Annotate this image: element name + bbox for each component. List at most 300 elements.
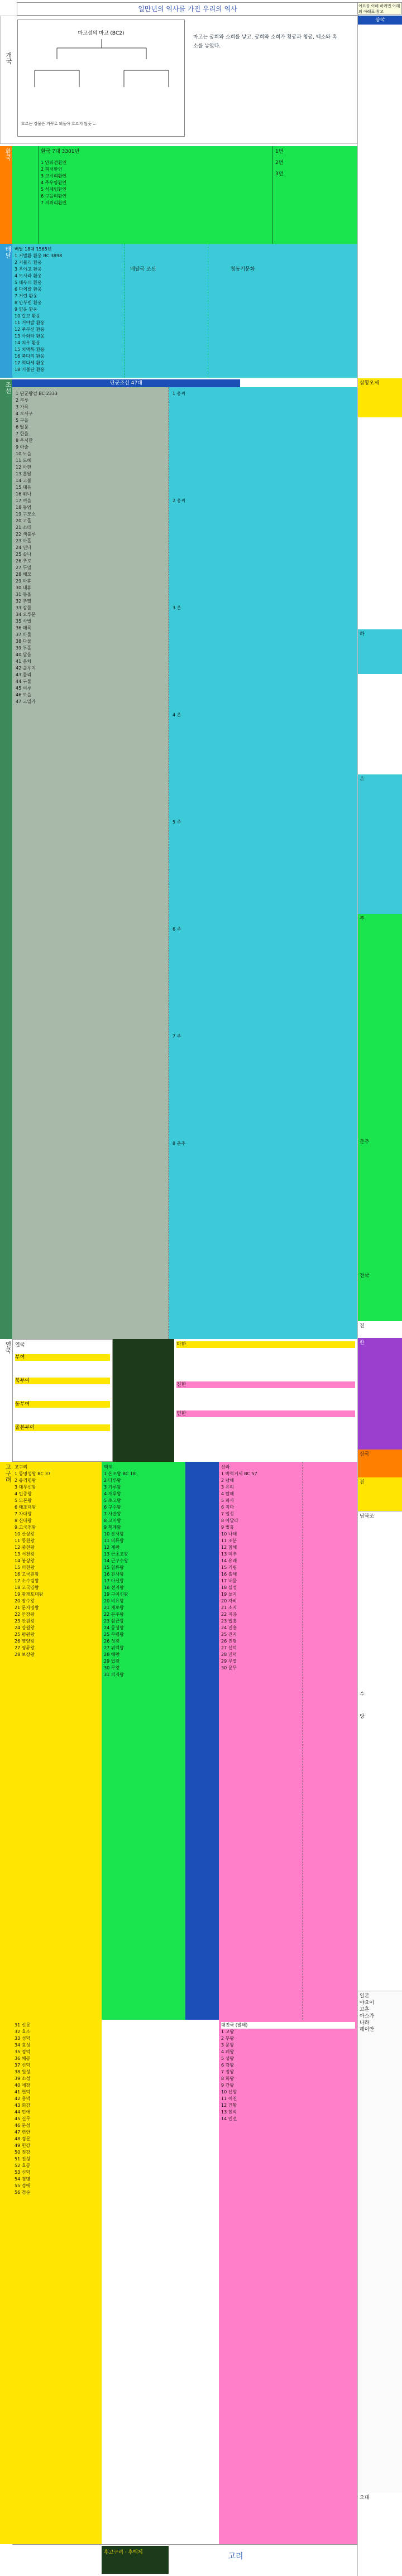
list-item: 13 미추 bbox=[221, 1552, 237, 1557]
list-item: 21 개로왕 bbox=[104, 1605, 124, 1610]
list-item: 25 솔나 bbox=[16, 552, 32, 557]
list-item: 17 여을 bbox=[16, 498, 32, 503]
list-item: 9 간왕 bbox=[221, 2083, 234, 2088]
list-item: 은 bbox=[360, 777, 365, 782]
ns-middle bbox=[102, 2020, 219, 2544]
list-item: 13 서천왕 bbox=[15, 1552, 35, 1557]
list-item: 13 현석 bbox=[221, 2110, 237, 2115]
list-item: 4 오사구 bbox=[16, 411, 33, 416]
list-item: 12 중천왕 bbox=[15, 1545, 35, 1550]
list-item: 34 오루문 bbox=[16, 612, 36, 617]
huanguk-right-col bbox=[272, 146, 357, 244]
list-item: 헤이안 bbox=[360, 2027, 375, 2033]
list-item: 33 감물 bbox=[16, 605, 32, 610]
list-item: 4 탈해 bbox=[221, 1491, 234, 1496]
list-item: 1 웅씨 bbox=[173, 391, 186, 396]
list-item: 6 지마 bbox=[221, 1505, 234, 1510]
list-item: 5 모본왕 bbox=[15, 1498, 32, 1503]
section-label-huanguk: 환국 bbox=[0, 146, 12, 244]
list-item: 10 산상왕 bbox=[15, 1532, 35, 1537]
list-item: 22 문주왕 bbox=[104, 1612, 124, 1617]
list-item: 5 파사 bbox=[221, 1498, 234, 1503]
list-item: 20 비유왕 bbox=[104, 1598, 124, 1604]
list-item: 3 은 bbox=[173, 605, 181, 610]
list-item: 4 은 bbox=[173, 712, 181, 718]
list-item: 북부여 bbox=[15, 1378, 110, 1384]
baedal-table bbox=[12, 244, 124, 378]
list-item: 3 문왕 bbox=[221, 2043, 234, 2048]
list-item: 당 bbox=[360, 1714, 365, 1720]
silla-column bbox=[219, 1462, 303, 2020]
goryeo-band bbox=[12, 2544, 357, 2576]
intro-tree bbox=[17, 20, 185, 137]
list-item: 52 효공 bbox=[15, 2163, 31, 2168]
list-item: 23 삼근왕 bbox=[104, 1619, 124, 1624]
balhae-column bbox=[219, 2020, 357, 2544]
list-item: 23 법흥 bbox=[221, 1619, 237, 1624]
china-warring bbox=[358, 1271, 402, 1321]
baedal-right bbox=[208, 244, 357, 378]
list-item: 19 구이신왕 bbox=[104, 1592, 128, 1597]
list-item: 24 진흥 bbox=[221, 1625, 237, 1630]
baekje-column bbox=[102, 1462, 185, 2020]
list-item: 15 기림 bbox=[221, 1565, 237, 1570]
list-item: 수 bbox=[360, 1692, 365, 1697]
gaya-column bbox=[185, 1462, 219, 2020]
list-item: 38 원성 bbox=[15, 2069, 31, 2074]
list-item: 31 등올 bbox=[16, 592, 32, 597]
list-item: 졸본부여 bbox=[15, 1424, 110, 1431]
huanguk-rows bbox=[39, 157, 272, 209]
list-item: 29 마휴 bbox=[16, 579, 32, 584]
list-item: 12 계왕 bbox=[104, 1545, 120, 1550]
list-item: 1 단군왕검 BC 2333 bbox=[16, 391, 58, 396]
list-item: 25 진지 bbox=[221, 1632, 237, 1637]
list-item: 11 동천왕 bbox=[15, 1538, 35, 1543]
list-item: 9 양운 환웅 bbox=[15, 307, 38, 312]
list-item: 4 민중왕 bbox=[15, 1491, 32, 1496]
list-item: 1 박혁거세 BC 57 bbox=[221, 1471, 257, 1476]
list-item: 나라 bbox=[360, 2020, 370, 2026]
list-item: 부여 bbox=[15, 1354, 110, 1361]
list-item: 변한 bbox=[176, 1410, 355, 1417]
list-item: 45 여루 bbox=[16, 686, 32, 691]
list-item: 12 주무신 환웅 bbox=[15, 327, 45, 332]
list-item: 3 고시리환인 bbox=[41, 174, 67, 179]
joseon-right-rows bbox=[169, 387, 357, 1339]
list-item: 9 벌휴 bbox=[221, 1525, 234, 1530]
list-item: 28 보장왕 bbox=[15, 1652, 35, 1657]
list-item: 15 침류왕 bbox=[104, 1565, 124, 1570]
list-item: 1 온조왕 BC 18 bbox=[104, 1471, 136, 1476]
list-item: 41 음차 bbox=[16, 659, 32, 664]
list-item: 27 위덕왕 bbox=[104, 1645, 124, 1650]
list-item: 30 문무 bbox=[221, 1665, 237, 1670]
list-item: 35 경덕 bbox=[15, 2049, 31, 2054]
list-item: 4 주우양환인 bbox=[41, 180, 67, 185]
intro-section bbox=[0, 16, 357, 144]
goguryeo-column bbox=[12, 1462, 102, 2020]
joseon-rows bbox=[12, 387, 169, 1339]
list-item: 16 위나 bbox=[16, 492, 32, 497]
list-item: 51 진성 bbox=[15, 2156, 31, 2161]
list-item: 야요이 bbox=[360, 2000, 375, 2006]
list-item: 19 구모소 bbox=[16, 512, 36, 517]
list-item: 7 정왕 bbox=[221, 2069, 234, 2074]
list-item: 12 아한 bbox=[16, 465, 32, 470]
list-item: 14 봉상왕 bbox=[15, 1558, 35, 1563]
list-item: 15 대음 bbox=[16, 485, 32, 490]
list-item: 11 조분 bbox=[221, 1538, 237, 1543]
list-item: 7 차대왕 bbox=[15, 1511, 32, 1516]
three-kingdoms-right bbox=[303, 1462, 357, 2020]
list-item: 35 사벌 bbox=[16, 619, 32, 624]
china-jin bbox=[358, 1477, 402, 1511]
list-item: 3 우야고 환웅 bbox=[15, 267, 42, 272]
list-item: 5 구을 bbox=[16, 418, 29, 423]
list-item: 10 노을 bbox=[16, 451, 32, 456]
list-item: 26 영양왕 bbox=[15, 1639, 35, 1644]
list-item: 9 아술 bbox=[16, 445, 29, 450]
list-item: 2번 bbox=[275, 160, 284, 166]
baedal-right-label: 청동기문화 bbox=[231, 267, 255, 272]
list-item: 30 내휴 bbox=[16, 585, 32, 590]
list-item: 55 경애 bbox=[15, 2183, 31, 2188]
list-item: 14 치우 환웅 bbox=[15, 340, 41, 345]
list-item: 19 눌지 bbox=[221, 1592, 237, 1597]
list-item: 전국 bbox=[360, 1273, 370, 1279]
list-item: 27 선덕 bbox=[221, 1645, 237, 1650]
list-item: 22 색불루 bbox=[16, 532, 36, 537]
goryeo-sub: 후고구려 · 후백제 bbox=[102, 2546, 169, 2574]
list-item: 10 선왕 bbox=[221, 2089, 237, 2094]
list-item: 삼국 bbox=[360, 1452, 370, 1457]
list-item: 14 근구수왕 bbox=[104, 1558, 128, 1563]
list-item: 18 거불단 환웅 bbox=[15, 367, 45, 372]
list-item: 6 구을리환인 bbox=[41, 194, 67, 199]
list-item: 44 민애 bbox=[15, 2110, 31, 2115]
list-item: 44 구물 bbox=[16, 679, 32, 684]
list-item: 5 초고왕 bbox=[104, 1498, 121, 1503]
list-item: 49 헌강 bbox=[15, 2143, 31, 2148]
tree-title: 마고성의 마고 (BC2) bbox=[78, 31, 125, 36]
china-nanbei bbox=[358, 1511, 402, 1622]
list-item: 50 정강 bbox=[15, 2150, 31, 2155]
list-item: 2 유리명왕 bbox=[15, 1478, 36, 1483]
silla-header: 신라 bbox=[221, 1465, 230, 1470]
list-item: 1 동명성왕 BC 37 bbox=[15, 1471, 51, 1476]
unified-silla-column bbox=[12, 2020, 102, 2544]
list-item: 16 축다리 환웅 bbox=[15, 354, 45, 359]
page-title: 일만년의 역사를 가진 우리의 역사 bbox=[17, 2, 358, 16]
list-item: 6 다의발 환웅 bbox=[15, 287, 42, 292]
list-item: 2 다루왕 bbox=[104, 1478, 121, 1483]
huanguk-col-left bbox=[12, 146, 38, 244]
list-item: 춘추 bbox=[360, 1139, 370, 1145]
list-item: 43 희강 bbox=[15, 2103, 31, 2108]
list-item: 20 고홀 bbox=[16, 518, 32, 523]
list-item: 진 bbox=[360, 1480, 365, 1485]
list-item: 25 무령왕 bbox=[104, 1632, 124, 1637]
list-item: 17 소수림왕 bbox=[15, 1578, 39, 1583]
china-shang bbox=[358, 774, 402, 914]
section-label-baedal: 배달 bbox=[0, 244, 12, 378]
list-item: 46 보을 bbox=[16, 692, 32, 697]
list-item: 39 소성 bbox=[15, 2076, 31, 2081]
list-item: 42 흥덕 bbox=[15, 2096, 31, 2101]
baekje-header: 백제 bbox=[104, 1465, 113, 1470]
list-item: 18 실성 bbox=[221, 1585, 237, 1590]
list-item: 3번 bbox=[275, 171, 284, 177]
list-item: 18 고국양왕 bbox=[15, 1585, 39, 1590]
china-ancient bbox=[358, 378, 402, 417]
section-label-goguryeo: 고구려 bbox=[0, 1462, 12, 2020]
list-item: 2 무왕 bbox=[221, 2036, 234, 2041]
list-item: 7 사반왕 bbox=[104, 1511, 121, 1516]
yeolguk-left bbox=[12, 1339, 113, 1462]
joseon-title-band bbox=[12, 379, 240, 387]
tree-lines bbox=[18, 37, 185, 121]
list-item: 6 강왕 bbox=[221, 2063, 234, 2068]
huanguk-table bbox=[38, 146, 272, 244]
section-label-intro: 개국 bbox=[1, 50, 13, 117]
list-item: 21 문자명왕 bbox=[15, 1605, 39, 1610]
list-item: 40 애장 bbox=[15, 2083, 31, 2088]
china-chunqiu bbox=[358, 1137, 402, 1271]
list-item: 20 장수왕 bbox=[15, 1598, 35, 1604]
list-item: 1 안파견환인 bbox=[41, 160, 67, 165]
list-item: 28 혜왕 bbox=[104, 1652, 120, 1657]
list-item: 25 평원왕 bbox=[15, 1632, 35, 1637]
right-sidebar bbox=[357, 16, 402, 2576]
list-item: 24 양원왕 bbox=[15, 1625, 35, 1630]
list-item: 45 신무 bbox=[15, 2116, 31, 2121]
list-item: 3 유리 bbox=[221, 1485, 234, 1490]
list-item: 아스카 bbox=[360, 2014, 375, 2019]
list-item: 11 도해 bbox=[16, 458, 32, 463]
china-header: 중국 bbox=[358, 16, 402, 25]
list-item: 3 대무신왕 bbox=[15, 1485, 36, 1490]
list-item: 1 거발환 환웅 BC 3898 bbox=[15, 253, 63, 258]
list-item: 17 혁다세 환웅 bbox=[15, 360, 45, 365]
list-item: 6 태조대왕 bbox=[15, 1505, 36, 1510]
list-item: 26 진평 bbox=[221, 1639, 237, 1644]
list-item: 동부여 bbox=[15, 1401, 110, 1408]
list-item: 마한 bbox=[176, 1341, 355, 1348]
list-item: 13 흘달 bbox=[16, 471, 32, 476]
list-item: 4 모사라 환웅 bbox=[15, 273, 42, 278]
list-item: 12 건황 bbox=[221, 2103, 237, 2108]
list-item: 7 거련 환웅 bbox=[15, 293, 38, 298]
list-item: 56 경순 bbox=[15, 2190, 31, 2195]
list-item: 20 자비 bbox=[221, 1598, 237, 1604]
list-item: 진 bbox=[360, 1323, 365, 1329]
list-item: 54 경명 bbox=[15, 2177, 31, 2182]
list-item: 8 우서한 bbox=[16, 438, 33, 443]
list-item: 2 부루 bbox=[16, 398, 29, 403]
list-item: 고훈 bbox=[360, 2007, 370, 2012]
list-item: 30 무왕 bbox=[104, 1665, 120, 1670]
list-item: 1 고왕 bbox=[221, 2029, 234, 2034]
balhae-header: 대진국 (발해) bbox=[221, 2022, 355, 2029]
list-item: 4 폐왕 bbox=[221, 2049, 234, 2054]
list-item: 9 책계왕 bbox=[104, 1525, 121, 1530]
list-item: 2 혁서환인 bbox=[41, 167, 63, 172]
yeolguk-section bbox=[0, 1339, 357, 1462]
list-item: 7 한율 bbox=[16, 431, 29, 436]
list-item: 24 연나 bbox=[16, 545, 32, 550]
list-item: 46 문성 bbox=[15, 2123, 31, 2128]
list-item: 주 bbox=[360, 916, 365, 922]
list-item: 32 효소 bbox=[15, 2029, 31, 2034]
list-item: 10 나해 bbox=[221, 1532, 237, 1537]
list-item: 1번 bbox=[275, 149, 284, 155]
list-item: 3 가륵 bbox=[16, 405, 29, 410]
list-item: 37 선덕 bbox=[15, 2063, 31, 2068]
list-item: 26 추로 bbox=[16, 558, 32, 564]
list-item: 37 마물 bbox=[16, 632, 32, 637]
yeolguk-right bbox=[174, 1339, 357, 1462]
list-item: 53 신덕 bbox=[15, 2170, 31, 2175]
list-item: 16 흘해 bbox=[221, 1572, 237, 1577]
north-south-section bbox=[0, 2020, 357, 2544]
goguryeo-header: 고구려 bbox=[15, 1465, 28, 1470]
list-item: 11 이진 bbox=[221, 2096, 237, 2101]
list-item: 7 주 bbox=[173, 1034, 181, 1039]
list-item: 4 개루왕 bbox=[104, 1491, 121, 1496]
list-item: 27 영류왕 bbox=[15, 1645, 35, 1650]
list-item: 13 근초고왕 bbox=[104, 1552, 128, 1557]
section-label-joseon: 조선 bbox=[0, 379, 12, 1339]
list-item: 8 안부련 환웅 bbox=[15, 300, 42, 305]
list-item: 47 고열가 bbox=[16, 699, 36, 704]
three-kingdoms-section bbox=[0, 1462, 357, 2020]
china-three bbox=[358, 1450, 402, 1477]
list-item: 16 고국원왕 bbox=[15, 1572, 39, 1577]
list-item: 11 거야발 환웅 bbox=[15, 320, 45, 325]
list-item: 34 효성 bbox=[15, 2043, 31, 2048]
list-item: 48 경문 bbox=[15, 2136, 31, 2141]
china-tang bbox=[358, 1712, 402, 1991]
list-item: 삼황오제 bbox=[360, 381, 379, 386]
list-item: 38 다물 bbox=[16, 639, 32, 644]
list-item: 9 고국천왕 bbox=[15, 1525, 36, 1530]
goryeo-label: 고려 bbox=[228, 2552, 243, 2561]
baedal-section bbox=[0, 244, 357, 378]
intro-side-text: 마고는 궁희와 소희를 낳고, 궁희와 소희가 황궁과 청궁, 백소와 흑소를 낳았다. bbox=[193, 35, 337, 49]
list-item: 5 석제임환인 bbox=[41, 187, 67, 192]
list-item: 18 전지왕 bbox=[104, 1585, 124, 1590]
list-item: 6 구수왕 bbox=[104, 1505, 121, 1510]
list-item: 40 달음 bbox=[16, 652, 32, 657]
list-item: 한 bbox=[360, 1340, 365, 1346]
huanguk-header: 환국 7대 3301년 bbox=[41, 149, 80, 155]
list-item: 27 두밀 bbox=[16, 565, 32, 570]
list-item: 하 bbox=[360, 632, 365, 637]
ns-left-band bbox=[0, 2020, 12, 2544]
joseon-section bbox=[0, 379, 357, 1339]
list-item: 남북조 bbox=[360, 1514, 375, 1519]
list-item: 19 광개토대왕 bbox=[15, 1592, 44, 1597]
list-item: 13 사와라 환웅 bbox=[15, 334, 45, 339]
list-item: 7 일성 bbox=[221, 1511, 234, 1516]
list-item: 7 지위리환인 bbox=[41, 200, 67, 205]
yeolguk-header: 열국 bbox=[15, 1342, 25, 1348]
list-item: 5 성왕 bbox=[221, 2056, 234, 2061]
list-item: 32 추밀 bbox=[16, 599, 32, 604]
list-item: 2 거불리 환웅 bbox=[15, 260, 42, 265]
list-item: 5 주 bbox=[173, 820, 181, 825]
list-item: 5 태우의 환웅 bbox=[15, 280, 42, 285]
huanguk-section bbox=[0, 146, 357, 244]
list-item: 진한 bbox=[176, 1381, 355, 1388]
china-xia bbox=[358, 629, 402, 674]
joseon-header: 단군조선 47대 bbox=[110, 381, 142, 386]
list-item: 17 내물 bbox=[221, 1578, 237, 1583]
list-item: 28 진덕 bbox=[221, 1652, 237, 1657]
china-zhou bbox=[358, 914, 402, 1137]
list-item: 2 남해 bbox=[221, 1478, 234, 1483]
list-item: 31 의자왕 bbox=[104, 1672, 124, 1677]
list-item: 12 첨해 bbox=[221, 1545, 237, 1550]
list-item: 8 고이왕 bbox=[104, 1518, 121, 1523]
list-item: 15 미천왕 bbox=[15, 1565, 35, 1570]
list-item: 18 동엄 bbox=[16, 505, 32, 510]
list-item: 21 소지 bbox=[221, 1605, 237, 1610]
tree-note: 흐르는 강물은 거꾸로 되돌아 흐르지 않듯 ... bbox=[21, 122, 97, 126]
list-item: 8 희왕 bbox=[221, 2076, 234, 2081]
list-item: 26 성왕 bbox=[104, 1639, 120, 1644]
list-item: 41 헌덕 bbox=[15, 2089, 31, 2094]
list-item: 10 갈고 환웅 bbox=[15, 314, 41, 319]
list-item: 8 아달라 bbox=[221, 1518, 238, 1523]
baedal-header: 배달 18대 1565년 bbox=[15, 247, 52, 252]
list-item: 29 법왕 bbox=[104, 1659, 120, 1664]
list-item: 21 소태 bbox=[16, 525, 32, 530]
china-han bbox=[358, 1338, 402, 1450]
list-item: 14 인선 bbox=[221, 2116, 237, 2121]
list-item: 11 비류왕 bbox=[104, 1538, 124, 1543]
list-item: 16 진사왕 bbox=[104, 1572, 124, 1577]
yeolguk-middle bbox=[113, 1339, 174, 1462]
list-item: 오대 bbox=[360, 2495, 370, 2501]
list-item: 2 웅씨 bbox=[173, 498, 186, 503]
list-item: 23 안원왕 bbox=[15, 1619, 35, 1624]
list-item: 22 지증 bbox=[221, 1612, 237, 1617]
list-item: 8 신대왕 bbox=[15, 1518, 32, 1523]
baedal-middle bbox=[124, 244, 208, 378]
section-label-yeolguk: 열국 bbox=[0, 1339, 12, 1462]
list-item: 6 달문 bbox=[16, 425, 29, 430]
list-item: 33 성덕 bbox=[15, 2036, 31, 2041]
china-sui bbox=[358, 1689, 402, 1712]
list-item: 36 혜공 bbox=[15, 2056, 31, 2061]
japan-label: 일본 bbox=[360, 1994, 370, 1999]
list-item: 8 춘추 bbox=[173, 1141, 186, 1146]
list-item: 3 기루왕 bbox=[104, 1485, 121, 1490]
china-five bbox=[358, 2493, 402, 2526]
list-item: 47 헌안 bbox=[15, 2130, 31, 2135]
list-item: 28 해모 bbox=[16, 572, 32, 577]
list-item: 39 두홀 bbox=[16, 646, 32, 651]
list-item: 6 주 bbox=[173, 927, 181, 932]
list-item: 14 고불 bbox=[16, 478, 32, 483]
japan-column bbox=[358, 1991, 402, 2493]
list-item: 23 아홀 bbox=[16, 538, 32, 543]
list-item: 17 아신왕 bbox=[104, 1578, 124, 1583]
list-item: 10 분서왕 bbox=[104, 1532, 124, 1537]
list-item: 36 매륵 bbox=[16, 625, 32, 630]
